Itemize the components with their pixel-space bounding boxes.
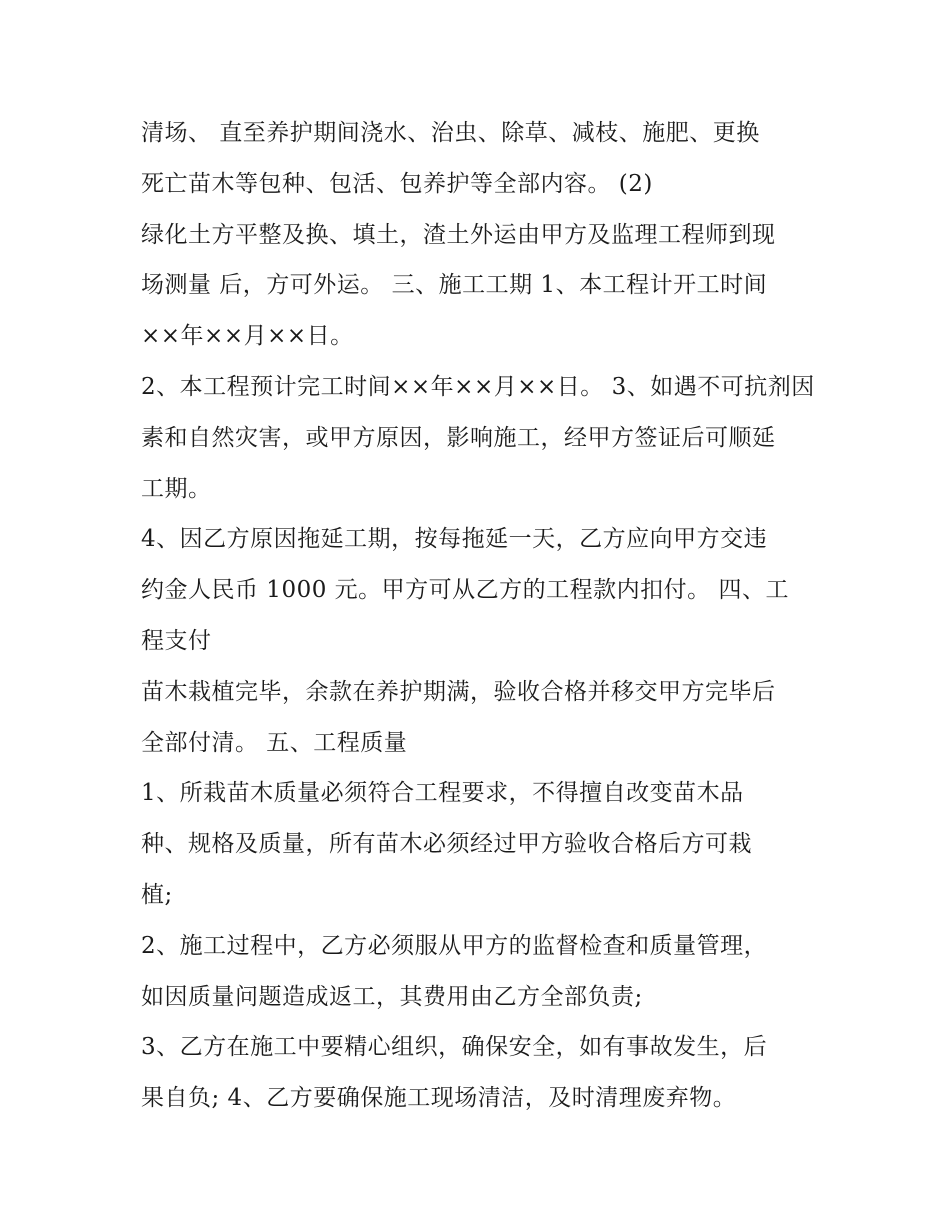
text-line: 死亡苗木等包种、包活、包养护等全部内容。 (2) — [141, 170, 653, 197]
text-line: 如因质量问题造成返工，其费用由乙方全部负责; — [141, 983, 643, 1010]
text-line: 种、规格及质量，所有苗木必须经过甲方验收合格后方可栽 — [141, 831, 752, 858]
text-line: 苗木栽植完毕，余款在养护期满，验收合格并移交甲方完毕后 — [141, 678, 776, 705]
text-line: 4、因乙方原因拖延工期，按每拖延一天，乙方应向甲方交违 — [141, 526, 768, 553]
text-line: ××年××月××日。 — [141, 323, 354, 350]
text-line: 果自负; 4、乙方要确保施工现场清洁，及时清理废弃物。 — [141, 1085, 737, 1112]
text-line: 1、所栽苗木质量必须符合工程要求，不得擅自改变苗木品 — [141, 780, 744, 807]
text-line: 2、施工过程中，乙方必须服从甲方的监督检查和质量管理， — [141, 932, 768, 959]
contract-text-body — [141, 108, 841, 1124]
text-line: 绿化土方平整及换、填土，渣土外运由甲方及监理工程师到现 — [141, 221, 776, 248]
text-line: 3、乙方在施工中要精心组织，确保安全，如有事故发生，后 — [141, 1034, 768, 1061]
text-line: 2、本工程预计完工时间××年××月××日。 3、如遇不可抗剂因 — [141, 373, 815, 400]
text-line: 全部付清。 五、工程质量 — [141, 729, 408, 756]
text-line: 场测量 后，方可外运。 三、施工工期 1、本工程计开工时间 — [141, 272, 768, 299]
text-line: 程支付 — [141, 627, 212, 654]
text-line: 植; — [141, 881, 173, 908]
text-line: 约金人民币 1000 元。甲方可从乙方的工程款内扣付。 四、工 — [141, 577, 789, 604]
text-line: 素和自然灾害，或甲方原因，影响施工，经甲方签证后可顺延 — [141, 424, 776, 451]
text-line: 工期。 — [141, 475, 212, 502]
text-line: 清场、 直至养护期间浇水、治虫、除草、减枝、施肥、更换 — [141, 120, 760, 146]
